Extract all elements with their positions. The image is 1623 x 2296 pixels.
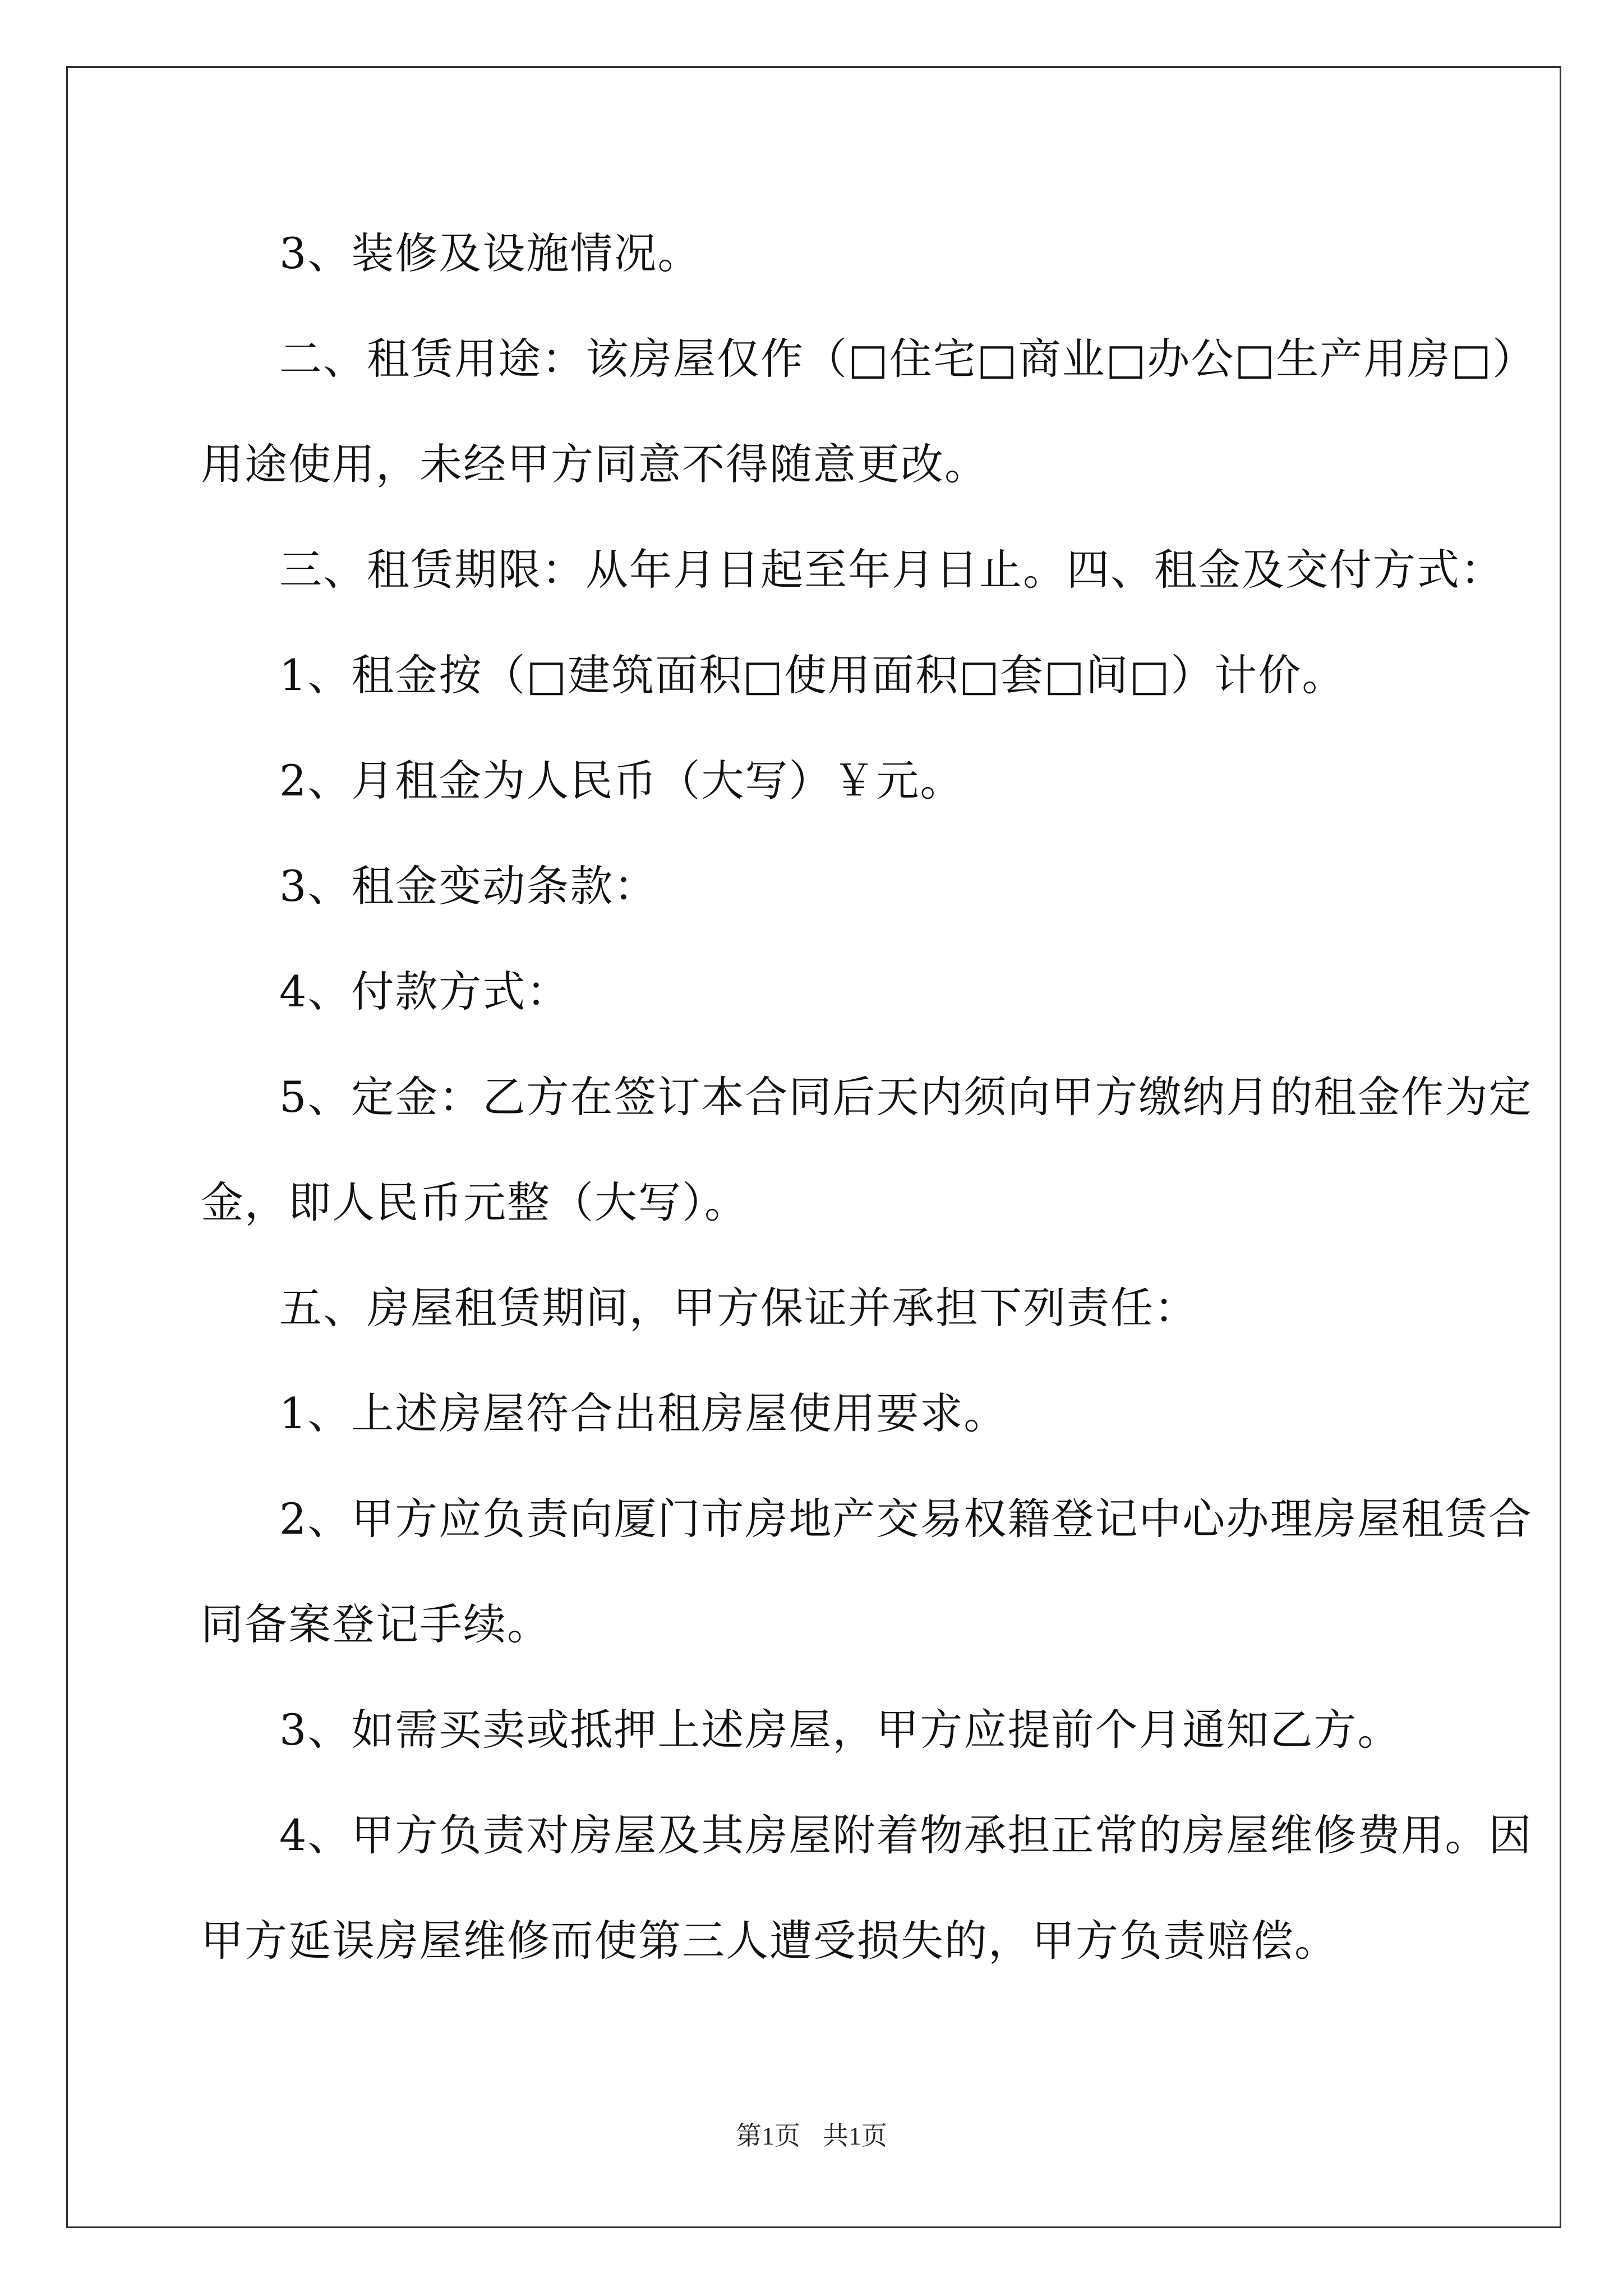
paragraph-line: 3、装修及设施情况。 <box>279 228 702 278</box>
paragraph-line: 五、房屋租赁期间，甲方保证并承担下列责任： <box>279 1283 1198 1333</box>
page-number: 第1页 <box>736 2122 800 2150</box>
paragraph-line: 2、月租金为人民币（大写）￥元。 <box>279 756 964 806</box>
paragraph-line: 1、上述房屋符合出租房屋使用要求。 <box>279 1388 1008 1438</box>
paragraph-line: 同备案登记手续。 <box>201 1599 551 1649</box>
page-border <box>66 66 1561 2228</box>
paragraph-line: 3、租金变动条款： <box>279 861 658 911</box>
page-footer <box>0 2119 1623 2153</box>
paragraph-line: 2、甲方应负责向厦门市房地产交易权籍登记中心办理房屋租赁合 <box>279 1494 1533 1544</box>
page-total: 共1页 <box>823 2122 887 2150</box>
paragraph-line: 1、租金按（□建筑面积□使用面积□套□间□）计价。 <box>279 650 1346 700</box>
paragraph-line: 4、甲方负责对房屋及其房屋附着物承担正常的房屋维修费用。因 <box>279 1810 1533 1860</box>
paragraph-line: 用途使用，未经甲方同意不得随意更改。 <box>201 439 988 489</box>
paragraph-line: 三、租赁期限：从年月日起至年月日止。四、租金及交付方式： <box>279 545 1504 595</box>
paragraph-line: 3、如需买卖或抵押上述房屋，甲方应提前个月通知乙方。 <box>279 1705 1401 1755</box>
paragraph-line: 甲方延误房屋维修而使第三人遭受损失的，甲方负责赔偿。 <box>201 1916 1338 1966</box>
paragraph-line: 4、付款方式： <box>279 967 570 1016</box>
paragraph-line: 金，即人民币元整（大写）。 <box>201 1177 748 1227</box>
paragraph-line: 5、定金：乙方在签订本合同后天内须向甲方缴纳月的租金作为定 <box>279 1072 1533 1122</box>
paragraph-line: 二、租赁用途：该房屋仅作（□住宅□商业□办公□生产用房□） <box>279 334 1537 384</box>
